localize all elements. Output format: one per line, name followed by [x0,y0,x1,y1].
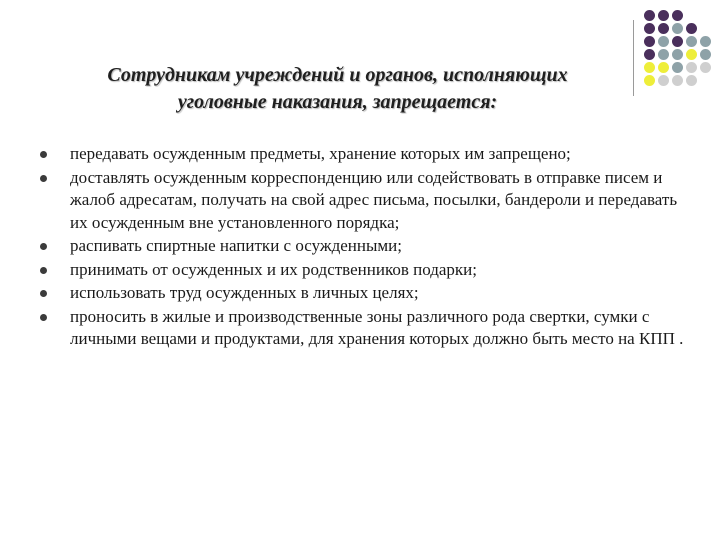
decorative-dot [672,10,683,21]
list-item [40,167,690,235]
decorative-dot [672,49,683,60]
bullet-icon [40,175,47,182]
list-item [40,282,690,305]
decorative-dot [658,23,669,34]
list-item [40,143,690,166]
decorative-dot [644,10,655,21]
decorative-dot [686,36,697,47]
decorative-dot [658,62,669,73]
decorative-dot [700,36,711,47]
decorative-dot [644,75,655,86]
decorative-dot [644,36,655,47]
prohibitions-list [40,143,690,352]
decorative-dot [672,62,683,73]
slide-title-line-1: Сотрудникам учреждений и органов, исполняющих [107,64,568,86]
decorative-dot [658,10,669,21]
list-item-text: передавать осужденным предметы, хранение которых им запрещено; [70,144,571,163]
decorative-dot [686,49,697,60]
decorative-dot [686,75,697,86]
decorative-dot [644,49,655,60]
list-item-text: доставлять осужденным корреспонденцию или содействовать в отправке писем и жалоб адресатам, получать на свой адрес письма, посылки, бандероли и передавать их осужденным вне установленного порядка; [70,167,678,232]
decorative-dot [644,23,655,34]
decorative-dot [672,36,683,47]
decorative-dot [700,62,711,73]
list-item [40,235,690,258]
list-item-text: проносить в жилые и производственные зоны различного рода свертки, сумки с личными вещами и продуктами, для хранения которых должно быть место на КПП . [70,306,684,348]
decorative-dot-grid [640,10,720,95]
decorative-dot [672,23,683,34]
bullet-icon [40,243,47,250]
slide-title [40,62,635,116]
bullet-icon [40,151,47,158]
decorative-dot [700,49,711,60]
list-item-text: принимать от осужденных и их родственников подарки; [70,259,478,279]
decorative-dot [644,62,655,73]
decorative-dot [686,62,697,73]
list-item-text: распивать спиртные напитки с осужденными; [70,236,402,255]
decorative-dot [686,23,697,34]
slide-title-line-2: уголовные наказания, запрещается: [177,91,498,113]
list-item [40,259,690,282]
decorative-dot [658,75,669,86]
bullet-icon [40,267,47,274]
list-item [40,306,690,351]
bullet-icon [40,290,47,297]
decorative-dot [658,36,669,47]
decorative-dot [672,75,683,86]
list-item-text: использовать труд осужденных в личных целях; [70,283,419,302]
decorative-dot [658,49,669,60]
bullet-icon [40,314,47,321]
